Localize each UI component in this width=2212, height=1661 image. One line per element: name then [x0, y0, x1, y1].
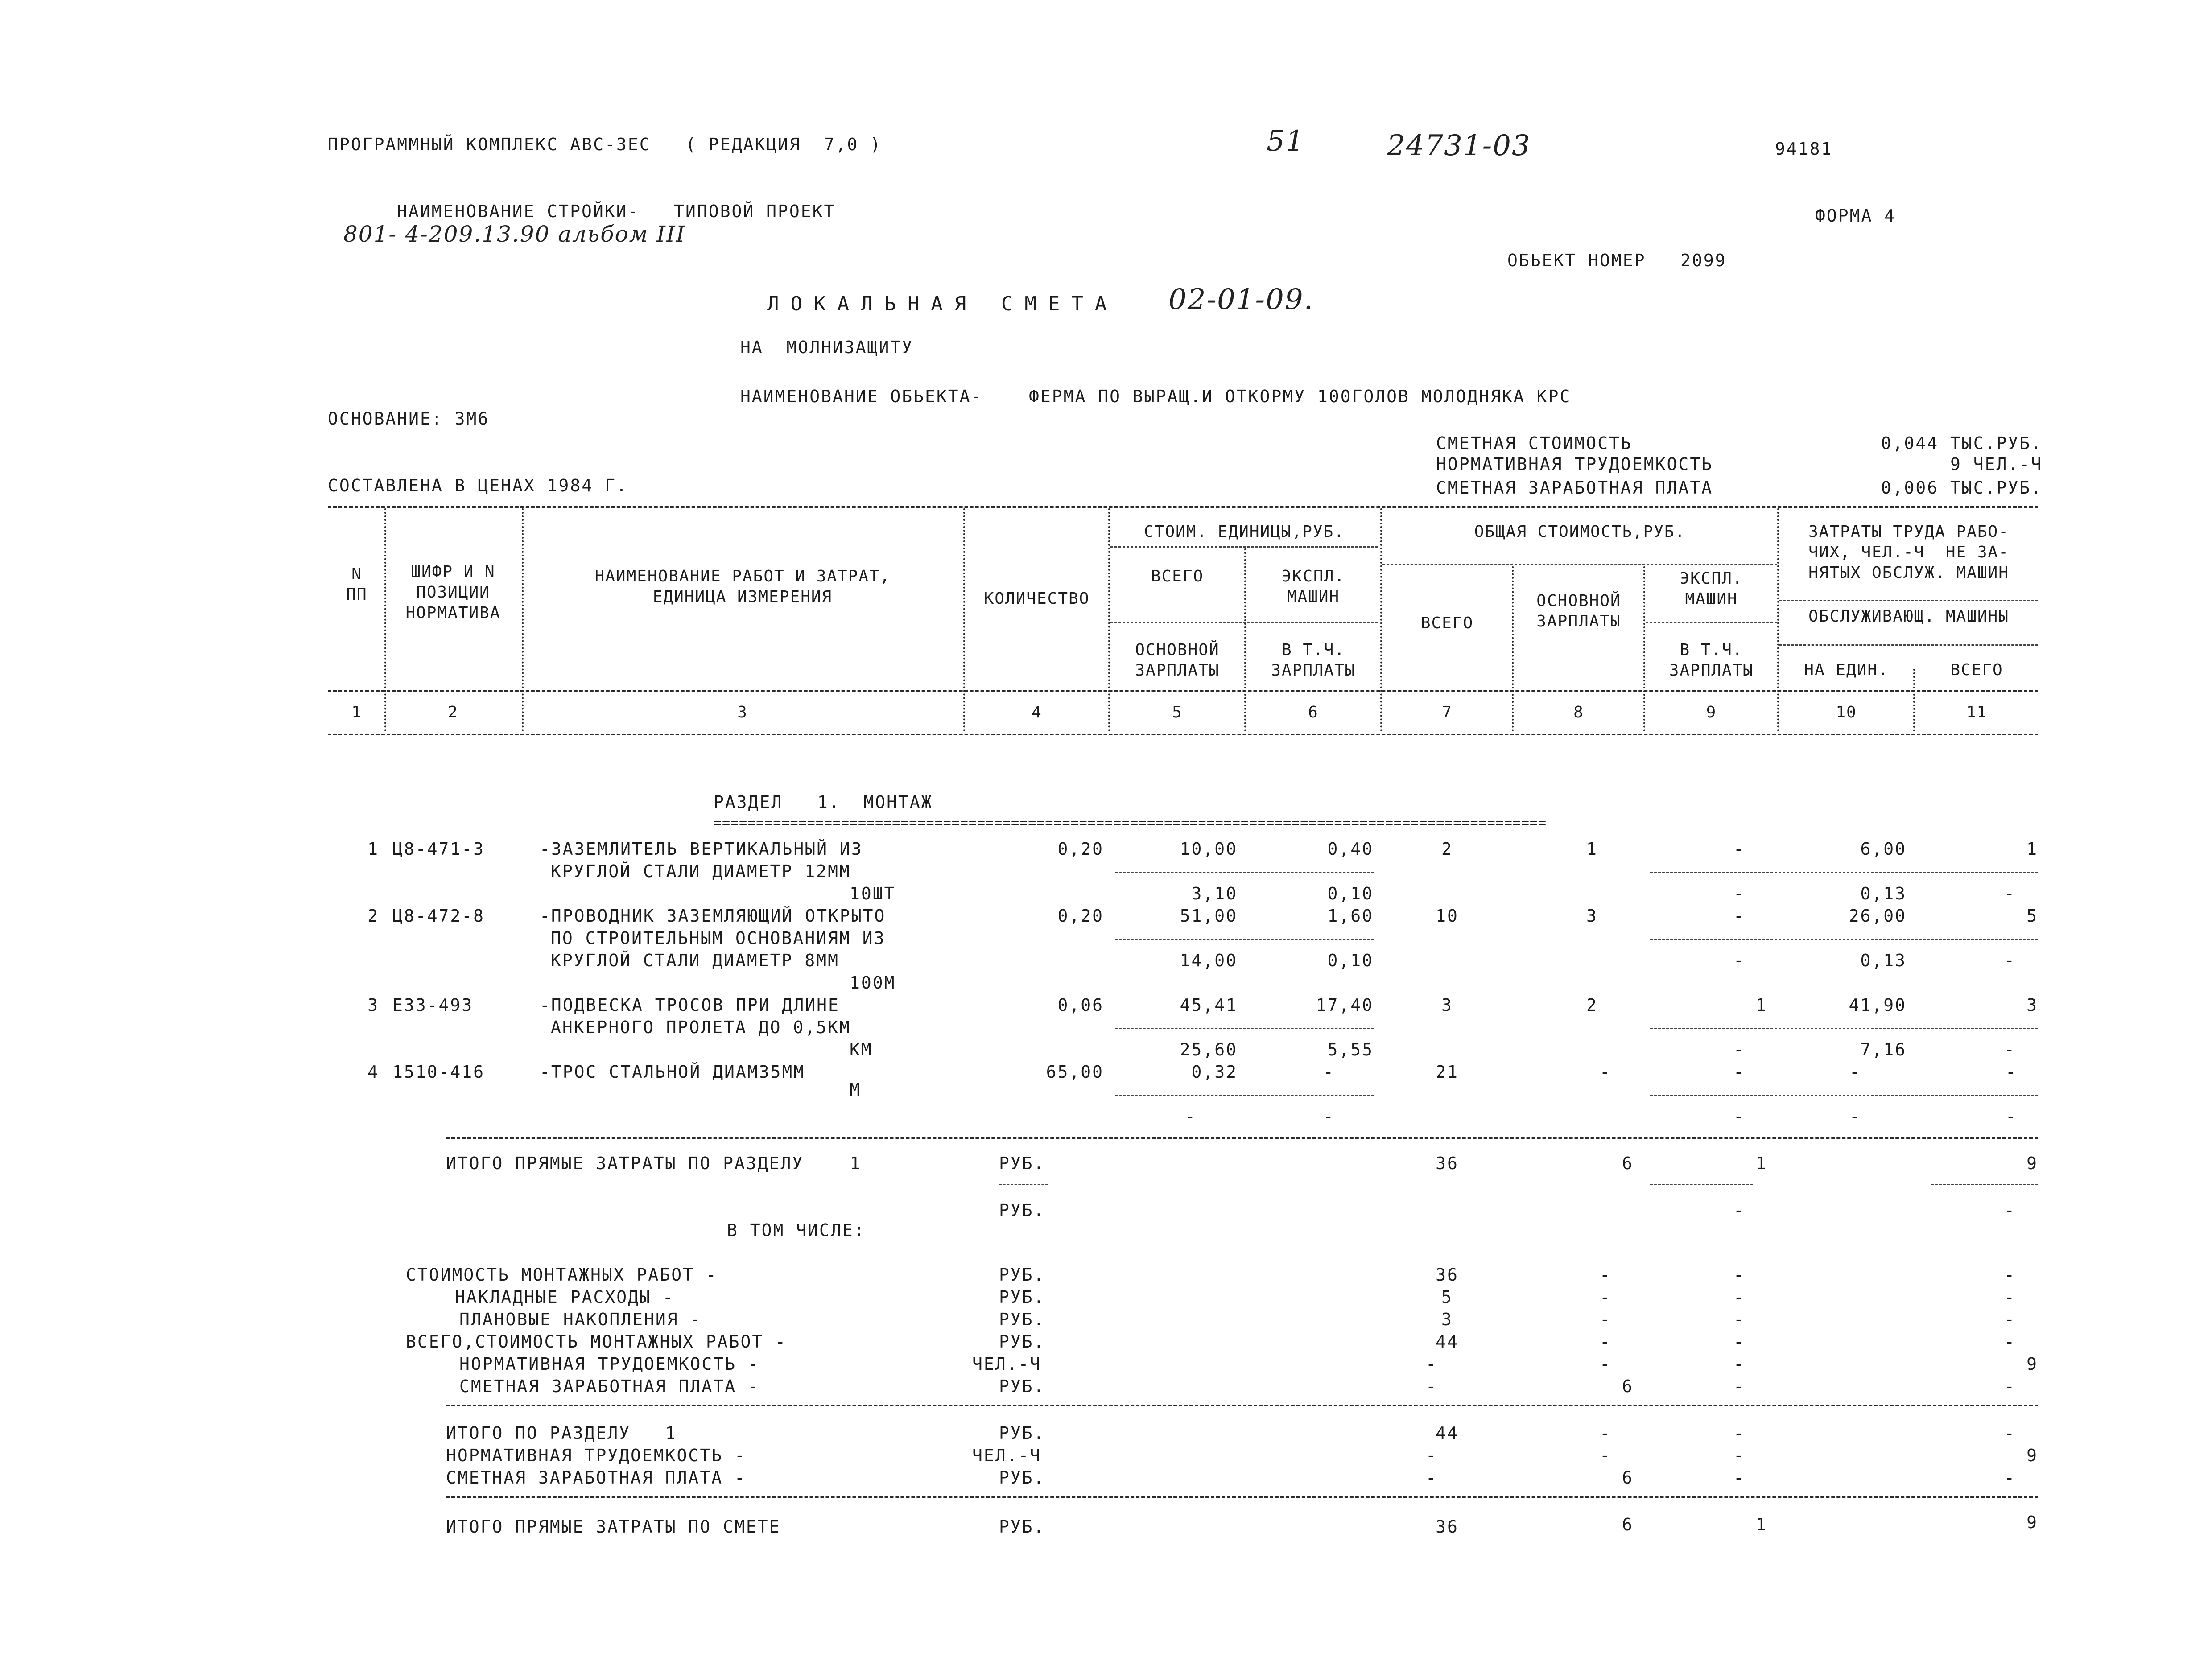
- estimate-number: 02-01-09.: [1168, 283, 1314, 316]
- row-labor: 26,00: [1849, 906, 1907, 926]
- row-unit-salary: 3,10: [1191, 884, 1238, 903]
- row-number: 2: [367, 906, 379, 926]
- section-total-machines: -: [1733, 1446, 1745, 1465]
- header-unit-total: ВСЕГО: [1151, 567, 1204, 585]
- grand-total-machines: 1: [1756, 1515, 1767, 1534]
- header-num: N ПП: [346, 565, 367, 604]
- header-labor-total: ВСЕГО: [1950, 661, 2003, 679]
- program-name: ПРОГРАММНЫЙ КОМПЛЕКС АВС-3ЕС ( РЕДАКЦИЯ 7,0 ): [328, 135, 882, 154]
- breakdown-label: ПЛАНОВЫЕ НАКОПЛЕНИЯ -: [459, 1310, 702, 1329]
- section-total-unit: РУБ.: [999, 1468, 1045, 1488]
- row-machines: -: [1733, 906, 1745, 926]
- row-total: 2: [1441, 839, 1453, 859]
- breakdown-label: СТОИМОСТЬ МОНТАЖНЫХ РАБОТ -: [406, 1265, 718, 1285]
- row-number: 3: [367, 995, 379, 1015]
- section-total-value: -: [1426, 1446, 1437, 1465]
- row-machine-salary: -: [1733, 1040, 1745, 1059]
- column-number: 2: [448, 703, 458, 721]
- header-quantity: КОЛИЧЕСТВО: [984, 589, 1090, 608]
- section-total-salary: -: [1600, 1423, 1611, 1443]
- section-total-unit: РУБ.: [999, 1423, 1045, 1443]
- row-name: -ПРОВОДНИК ЗАЗЕМЛЯЮЩИЙ ОТКРЫТО: [540, 906, 886, 926]
- project-code: 801- 4-209.13.90 альбом III: [343, 221, 686, 247]
- section-total-salary: 6: [1622, 1468, 1634, 1488]
- section-total-labor: -: [2004, 1423, 2016, 1443]
- row-salary: -: [1600, 1062, 1611, 1082]
- row-labor: -: [1849, 1062, 1861, 1082]
- row-machine-salary: -: [1733, 1107, 1745, 1126]
- row-unit-salary: 14,00: [1180, 951, 1238, 970]
- row-salary: 1: [1586, 839, 1598, 859]
- row-code: Е33-493: [392, 995, 474, 1015]
- row-code: Ц8-472-8: [392, 906, 485, 926]
- column-number: 6: [1308, 703, 1319, 721]
- breakdown-unit: ЧЕЛ.-Ч: [972, 1354, 1042, 1374]
- summary-label: СМЕТНАЯ ЗАРАБОТНАЯ ПЛАТА: [1436, 478, 1713, 498]
- direct-costs-labor-machines: -: [2004, 1200, 2016, 1220]
- breakdown-total: 44: [1436, 1332, 1459, 1352]
- column-number: 7: [1442, 703, 1453, 721]
- grand-total-salary: 6: [1622, 1515, 1634, 1534]
- breakdown-total: 5: [1441, 1287, 1453, 1307]
- breakdown-unit: РУБ.: [999, 1332, 1045, 1352]
- row-unit-machines: -: [1323, 1062, 1335, 1082]
- row-unit: 10ШТ: [850, 884, 896, 903]
- summary-label: СМЕТНАЯ СТОИМОСТЬ: [1436, 433, 1632, 453]
- breakdown-total: 3: [1441, 1310, 1453, 1329]
- document-title: ЛОКАЛЬНАЯ СМЕТА: [767, 293, 1118, 315]
- row-name: -ЗАЗЕМЛИТЕЛЬ ВЕРТИКАЛЬНЫЙ ИЗ: [540, 839, 863, 859]
- breakdown-machines: -: [1733, 1377, 1745, 1396]
- row-name: -ТРОС СТАЛЬНОЙ ДИАМ35ММ: [540, 1062, 805, 1082]
- breakdown-labor: 9: [2026, 1354, 2038, 1374]
- row-quantity: 0,20: [1057, 839, 1104, 859]
- header-unit-salary: ОСНОВНОЙ ЗАРПЛАТЫ: [1135, 641, 1220, 680]
- direct-costs-unit: РУБ.: [999, 1154, 1045, 1173]
- breakdown-unit: РУБ.: [999, 1287, 1045, 1307]
- breakdown-labor: -: [2004, 1265, 2016, 1285]
- direct-costs-labor: 9: [2026, 1154, 2038, 1173]
- form-label: ФОРМА 4: [1815, 206, 1896, 226]
- including-label: В ТОМ ЧИСЛЕ:: [727, 1220, 866, 1240]
- header-total: ВСЕГО: [1420, 614, 1474, 632]
- row-unit-total: 45,41: [1180, 995, 1238, 1015]
- row-machines: -: [1733, 839, 1745, 859]
- header-unit-cost: СТОИМ. ЕДИНИЦЫ,РУБ.: [1144, 523, 1345, 541]
- header-labor: ЗАТРАТЫ ТРУДА РАБО- ЧИХ, ЧЕЛ.-Ч НЕ ЗА- НЯТЫХ ОБСЛУЖ. МАШИН: [1808, 523, 2009, 582]
- header-labor-per-unit: НА ЕДИН.: [1804, 661, 1889, 679]
- document-code: 24731-03: [1387, 129, 1531, 162]
- section-total-machines: -: [1733, 1468, 1745, 1488]
- breakdown-machines: -: [1733, 1332, 1745, 1352]
- row-unit-total: 0,32: [1191, 1062, 1238, 1082]
- grand-total-label: ИТОГО ПРЯМЫЕ ЗАТРАТЫ ПО СМЕТЕ: [446, 1517, 781, 1537]
- row-number: 4: [367, 1062, 379, 1082]
- row-total: 21: [1436, 1062, 1459, 1082]
- breakdown-salary: -: [1600, 1265, 1611, 1285]
- summary-value: 0,044 ТЫС.РУБ.: [1881, 433, 2043, 453]
- breakdown-label: СМЕТНАЯ ЗАРАБОТНАЯ ПЛАТА -: [459, 1377, 759, 1396]
- row-labor-machines: 0,13: [1860, 951, 1907, 970]
- row-labor-machines: -: [1849, 1107, 1861, 1126]
- section-total-value: 44: [1436, 1423, 1459, 1443]
- breakdown-machines: -: [1733, 1310, 1745, 1329]
- direct-costs-salary: 6: [1622, 1154, 1634, 1173]
- row-unit-machine-salary: 0,10: [1327, 884, 1374, 903]
- column-number: 4: [1032, 703, 1042, 721]
- summary-label: НОРМАТИВНАЯ ТРУДОЕМКОСТЬ: [1436, 454, 1713, 474]
- row-labor-machines: 0,13: [1860, 884, 1907, 903]
- row-unit-machine-salary: -: [1323, 1107, 1335, 1126]
- breakdown-salary: -: [1600, 1310, 1611, 1329]
- row-quantity: 0,20: [1057, 906, 1104, 926]
- header-unit-machines: ЭКСПЛ. МАШИН: [1281, 567, 1345, 606]
- section-total-label: НОРМАТИВНАЯ ТРУДОЕМКОСТЬ -: [446, 1446, 746, 1465]
- row-unit-machine-salary: 5,55: [1327, 1040, 1374, 1059]
- row-unit: 100М: [850, 973, 896, 993]
- breakdown-total: -: [1426, 1377, 1437, 1396]
- breakdown-unit: РУБ.: [999, 1265, 1045, 1285]
- section-total-label: СМЕТНАЯ ЗАРАБОТНАЯ ПЛАТА -: [446, 1468, 746, 1488]
- row-unit-total: 10,00: [1180, 839, 1238, 859]
- direct-costs-unit: РУБ.: [999, 1200, 1045, 1220]
- row-name: АНКЕРНОГО ПРОЛЕТА ДО 0,5КМ: [551, 1018, 851, 1037]
- row-name: ПО СТРОИТЕЛЬНЫМ ОСНОВАНИЯМ ИЗ: [551, 928, 886, 948]
- row-unit-salary: 25,60: [1180, 1040, 1238, 1059]
- row-labor-machines: 7,16: [1860, 1040, 1907, 1059]
- column-number: 9: [1706, 703, 1717, 721]
- row-name: КРУГЛОЙ СТАЛИ ДИАМЕТР 8ММ: [551, 951, 839, 970]
- section-total-labor: -: [2004, 1468, 2016, 1488]
- column-number: 1: [351, 703, 362, 721]
- column-number: 5: [1172, 703, 1183, 721]
- row-quantity: 65,00: [1046, 1062, 1104, 1082]
- column-number: 8: [1573, 703, 1584, 721]
- section-total-salary: -: [1600, 1446, 1611, 1465]
- grand-total-unit: РУБ.: [999, 1517, 1045, 1537]
- object-name: НАИМЕНОВАНИЕ ОБЬЕКТА- ФЕРМА ПО ВЫРАЩ.И ОТКОРМУ 100ГОЛОВ МОЛОДНЯКА КРС: [740, 387, 1572, 406]
- breakdown-label: НАКЛАДНЫЕ РАСХОДЫ -: [455, 1287, 674, 1307]
- direct-costs-total: 36: [1436, 1154, 1459, 1173]
- breakdown-salary: 6: [1622, 1377, 1634, 1396]
- row-salary: 3: [1586, 906, 1598, 926]
- row-machine-salary: -: [1733, 884, 1745, 903]
- breakdown-unit: РУБ.: [999, 1310, 1045, 1329]
- header-salary: ОСНОВНОЙ ЗАРПЛАТЫ: [1536, 592, 1621, 631]
- breakdown-total: -: [1426, 1354, 1437, 1374]
- breakdown-machines: -: [1733, 1354, 1745, 1374]
- subject: НА МОЛНИЗАЩИТУ: [740, 338, 914, 357]
- header-code: ШИФР И N ПОЗИЦИИ НОРМАТИВА: [405, 563, 501, 622]
- breakdown-labor: -: [2004, 1287, 2016, 1307]
- row-labor-total: -: [2006, 1062, 2017, 1082]
- row-machines: 1: [1756, 995, 1767, 1015]
- breakdown-machines: -: [1733, 1287, 1745, 1307]
- row-unit: М: [850, 1080, 861, 1100]
- row-machine-salary: -: [1733, 951, 1745, 970]
- direct-costs-machine-salary: -: [1733, 1200, 1745, 1220]
- construction-label: НАИМЕНОВАНИЕ СТРОЙКИ- ТИПОВОЙ ПРОЕКТ: [397, 202, 836, 221]
- row-unit-machines: 1,60: [1327, 906, 1374, 926]
- breakdown-salary: -: [1600, 1332, 1611, 1352]
- row-unit-machines: 17,40: [1316, 995, 1374, 1015]
- column-number: 10: [1836, 703, 1857, 721]
- row-unit: КМ: [850, 1040, 873, 1059]
- header-total-cost: ОБЩАЯ СТОИМОСТЬ,РУБ.: [1474, 523, 1686, 541]
- row-labor-total-machines: -: [2004, 884, 2016, 903]
- row-total: 3: [1441, 995, 1453, 1015]
- row-labor: 41,90: [1849, 995, 1907, 1015]
- section-total-value: -: [1426, 1468, 1437, 1488]
- section-total-label: ИТОГО ПО РАЗДЕЛУ 1: [446, 1423, 677, 1443]
- breakdown-salary: -: [1600, 1354, 1611, 1374]
- row-code: 1510-416: [392, 1062, 485, 1082]
- row-name: -ПОДВЕСКА ТРОСОВ ПРИ ДЛИНЕ: [540, 995, 840, 1015]
- breakdown-labor: -: [2004, 1377, 2016, 1396]
- breakdown-labor: -: [2004, 1310, 2016, 1329]
- row-labor: 6,00: [1860, 839, 1907, 859]
- grand-total-value: 36: [1436, 1517, 1459, 1537]
- row-labor-total-machines: -: [2004, 1040, 2016, 1059]
- object-number: ОБЬЕКТ НОМЕР 2099: [1507, 251, 1727, 270]
- row-unit-salary: -: [1185, 1107, 1197, 1126]
- column-number: 3: [737, 703, 748, 721]
- breakdown-unit: РУБ.: [999, 1377, 1045, 1396]
- row-unit-machine-salary: 0,10: [1327, 951, 1374, 970]
- header-machines: ЭКСПЛ. МАШИН: [1680, 569, 1743, 608]
- price-basis: СОСТАВЛЕНА В ЦЕНАХ 1984 Г.: [328, 476, 628, 495]
- document-id: 94181: [1775, 139, 1833, 159]
- row-name: КРУГЛОЙ СТАЛИ ДИАМЕТР 12ММ: [551, 861, 851, 881]
- summary-value: 9 ЧЕЛ.-Ч: [1950, 454, 2043, 474]
- row-labor-total-machines: -: [2006, 1107, 2017, 1126]
- breakdown-total: 36: [1436, 1265, 1459, 1285]
- section-total-labor: 9: [2026, 1446, 2038, 1465]
- direct-costs-label: ИТОГО ПРЯМЫЕ ЗАТРАТЫ ПО РАЗДЕЛУ 1: [446, 1154, 862, 1173]
- row-unit-machines: 0,40: [1327, 839, 1374, 859]
- breakdown-salary: -: [1600, 1287, 1611, 1307]
- breakdown-machines: -: [1733, 1265, 1745, 1285]
- row-labor-total: 3: [2026, 995, 2038, 1015]
- summary-value: 0,006 ТЫС.РУБ.: [1881, 478, 2043, 498]
- breakdown-label: ВСЕГО,СТОИМОСТЬ МОНТАЖНЫХ РАБОТ -: [406, 1332, 787, 1352]
- row-machines: -: [1733, 1062, 1745, 1082]
- row-quantity: 0,06: [1057, 995, 1104, 1015]
- row-labor-total: 1: [2026, 839, 2038, 859]
- header-labor-machines: ОБСЛУЖИВАЮЩ. МАШИНЫ: [1808, 607, 2009, 626]
- row-labor-total-machines: -: [2004, 951, 2016, 970]
- breakdown-label: НОРМАТИВНАЯ ТРУДОЕМКОСТЬ -: [459, 1354, 759, 1374]
- row-unit-total: 51,00: [1180, 906, 1238, 926]
- row-code: Ц8-471-3: [392, 839, 485, 859]
- row-labor-total: 5: [2026, 906, 2038, 926]
- basis: ОСНОВАНИЕ: ЗМ6: [328, 409, 490, 429]
- section-total-unit: ЧЕЛ.-Ч: [972, 1446, 1042, 1465]
- row-salary: 2: [1586, 995, 1598, 1015]
- page-number: 51: [1267, 125, 1305, 158]
- section-title: РАЗДЕЛ 1. МОНТАЖ: [714, 792, 933, 812]
- direct-costs-machines: 1: [1756, 1154, 1767, 1173]
- header-work-name: НАИМЕНОВАНИЕ РАБОТ И ЗАТРАТ, ЕДИНИЦА ИЗМЕРЕНИЯ: [594, 567, 891, 606]
- row-total: 10: [1436, 906, 1459, 926]
- column-number: 11: [1966, 703, 1988, 721]
- grand-total-labor: 9: [2026, 1513, 2038, 1532]
- row-number: 1: [367, 839, 379, 859]
- section-total-machines: -: [1733, 1423, 1745, 1443]
- header-machine-salary: В Т.Ч. ЗАРПЛАТЫ: [1669, 641, 1754, 680]
- breakdown-labor: -: [2004, 1332, 2016, 1352]
- header-unit-machine-salary: В Т.Ч. ЗАРПЛАТЫ: [1271, 641, 1356, 680]
- section-underline: ==================================================================================================: [714, 815, 1547, 831]
